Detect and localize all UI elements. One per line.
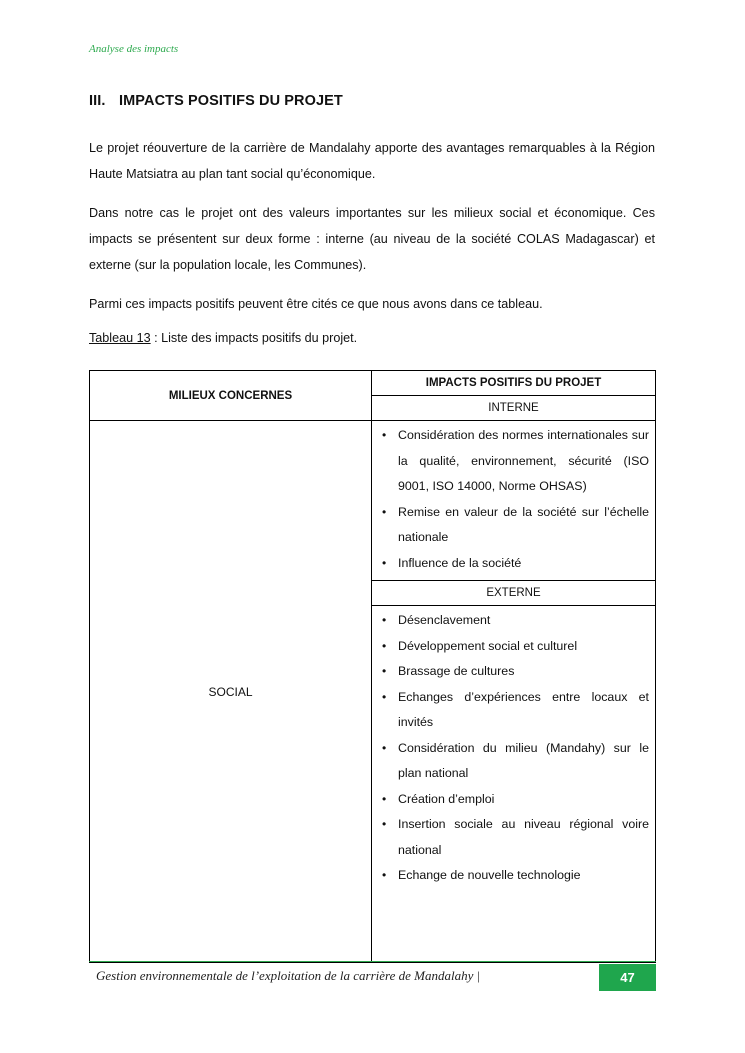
subheader-externe: EXTERNE (372, 581, 656, 606)
list-item: • Considération des normes internationales sur la qualité, environnement, sécurité (ISO 9001, ISO 14000, Norme OHSAS) (380, 423, 649, 500)
interne-list (372, 421, 655, 580)
list-item: • Insertion sociale au niveau régional voire national (380, 812, 649, 863)
externe-cell (372, 606, 656, 963)
list-item: • Echanges d’expériences entre locaux et invités (380, 685, 649, 736)
paragraph-intro: Le projet réouverture de la carrière de Mandalahy apporte des avantages remarquables à la Région Haute Matsiatra au plan tant social qu’économique. (89, 141, 655, 181)
paragraph-impacts: Dans notre cas le projet ont des valeurs importantes sur les milieux social et économique. Ces impacts se présentent sur deux forme : interne (au niveau de la société COLAS Madagascar) et externe (sur la population locale, les Communes). (89, 206, 655, 272)
interne-cell (372, 421, 656, 581)
footer-divider (89, 961, 656, 962)
list-item: • Echange de nouvelle technologie (380, 863, 649, 889)
running-header: Analyse des impacts (89, 43, 179, 55)
table-caption-text: : Liste des impacts positifs du projet. (150, 331, 358, 345)
subheader-interne: INTERNE (372, 396, 656, 421)
list-item: • Brassage de cultures (380, 659, 649, 685)
section-number: III. (89, 93, 106, 109)
column-header-milieux: MILIEUX CONCERNES (90, 371, 372, 421)
list-item: • Considération du milieu (Mandahy) sur le plan national (380, 736, 649, 787)
impacts-table (89, 370, 656, 963)
section-title-text: IMPACTS POSITIFS DU PROJET (119, 93, 343, 109)
milieu-social-cell: SOCIAL (90, 421, 372, 963)
footer-text: Gestion environnementale de l’exploitation de la carrière de Mandalahy | (96, 968, 481, 983)
table-caption (89, 331, 357, 345)
table-caption-label: Tableau 13 (89, 331, 151, 345)
page-number-badge (599, 964, 656, 991)
page-number: 47 (620, 970, 635, 985)
list-item: • Remise en valeur de la société sur l’échelle nationale (380, 500, 649, 551)
list-item: • Influence de la société (380, 551, 649, 577)
list-item: • Désenclavement (380, 608, 649, 634)
list-item: • Création d’emploi (380, 787, 649, 813)
list-item: • Développement social et culturel (380, 634, 649, 660)
section-title (89, 93, 343, 109)
column-header-impacts: IMPACTS POSITIFS DU PROJET (372, 371, 656, 396)
paragraph-list-intro: Parmi ces impacts positifs peuvent être cités ce que nous avons dans ce tableau. (89, 297, 543, 311)
externe-list (372, 606, 655, 893)
